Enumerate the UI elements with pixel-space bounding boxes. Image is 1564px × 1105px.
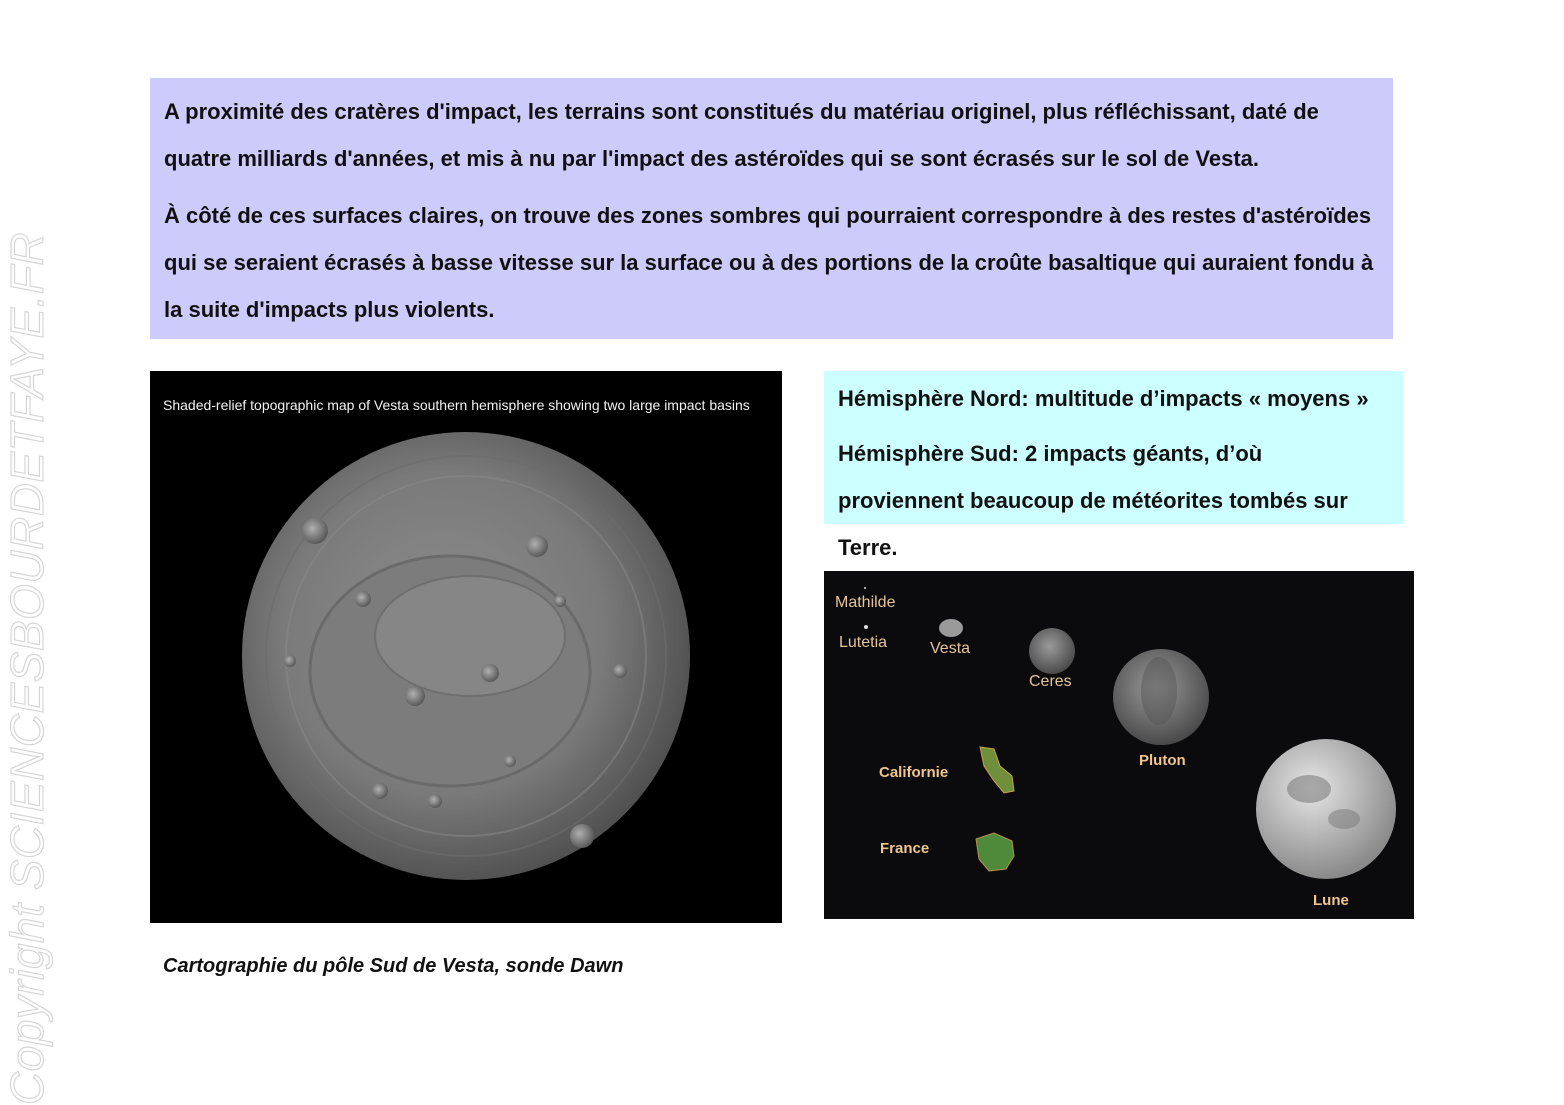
label-mathilde: Mathilde [835, 594, 896, 611]
size-comparison-image [824, 571, 1414, 919]
figure-caption: Cartographie du pôle Sud de Vesta, sonde Dawn [163, 955, 624, 977]
intro-paragraph-1: A proximité des cratères d'impact, les terrains sont constitués du matériau originel, plus réfléchissant, daté de quatre milliards d'années, et mis à nu par l'impact des astéroïdes qui se sont écrasés sur le sol de Vesta. [164, 99, 1319, 171]
south-hemisphere-text: Hémisphère Sud: 2 impacts géants, d’où proviennent beaucoup de météorites tombés sur Terre. [838, 441, 1348, 560]
copyright-watermark: Copyright SCIENCESBOURDETFAYE.FR [1, 231, 53, 1105]
north-hemisphere-text: Hémisphère Nord: multitude d’impacts « moyens » [838, 386, 1369, 411]
vesta-globe-graphic [150, 371, 782, 923]
label-france: France [880, 840, 930, 857]
label-lune: Lune [1313, 892, 1349, 909]
intro-paragraph-2: À côté de ces surfaces claires, on trouve des zones sombres qui pourraient correspondre à des restes d'astéroïdes qui se seraient écrasés à basse vitesse sur la surface ou à des portions de la croûte basaltique qui auraient fondu à la suite d'impacts plus violents. [164, 203, 1374, 322]
label-vesta: Vesta [930, 640, 971, 657]
label-ceres: Ceres [1029, 673, 1072, 690]
label-lutetia: Lutetia [839, 634, 888, 651]
label-pluton: Pluton [1139, 752, 1186, 769]
hemispheres-text-box [824, 371, 1403, 560]
vesta-image-caption: Shaded-relief topographic map of Vesta southern hemisphere showing two large impact basins [163, 397, 750, 413]
label-californie: Californie [879, 764, 949, 781]
vesta-south-pole-image [150, 371, 782, 923]
size-comparison-graphic [824, 571, 1414, 919]
intro-text-box [150, 78, 1393, 339]
